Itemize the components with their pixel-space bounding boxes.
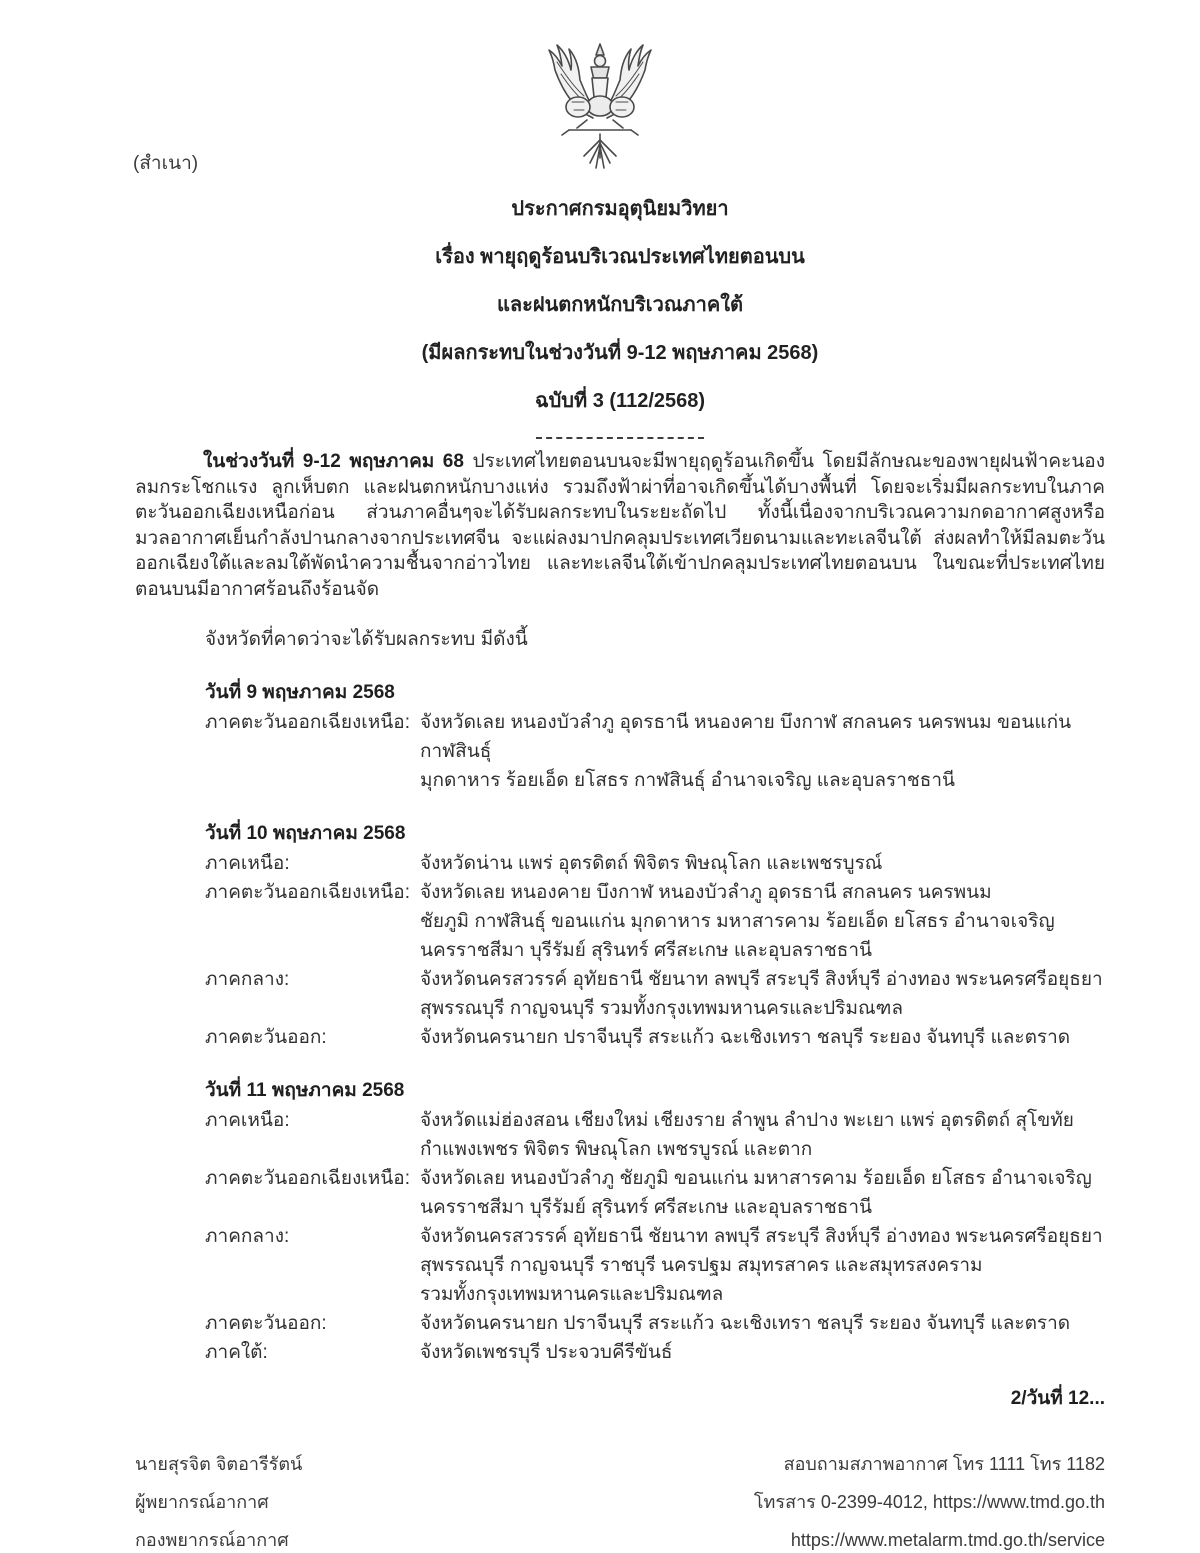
province-list [420,878,1105,965]
region-label: ภาคเหนือ: [205,853,290,874]
region-row [205,1338,1105,1367]
contact-fax-website-line: โทรสาร 0-2399-4012, https://www.tmd.go.th [753,1492,1105,1512]
contact-phone-line: สอบถามสภาพอากาศ โทร 1111 โทร 1182 [783,1454,1105,1474]
province-line: จังหวัดเลย หนองคาย บึงกาฬ หนองบัวลำภู อุดรธานี สกลนคร นครพนม [420,882,992,903]
region-row [205,849,1105,878]
date-sections [135,678,1105,1367]
province-line: จังหวัดเลย หนองบัวลำภู ชัยภูมิ ขอนแก่น มหาสารคาม ร้อยเอ็ด ยโสธร อำนาจเจริญ [420,1168,1092,1189]
emblem-container [0,40,1200,193]
page-continuation-marker: 2/วันที่ 12... [1010,1388,1105,1409]
lead-paragraph-text: ประเทศไทยตอนบนจะมีพายุฤดูร้อนเกิดขึ้น โดยมีลักษณะของพายุฝนฟ้าคะนอง ลมกระโชกแรง ลูกเห็บตก และฝนตกหนักบางแห่ง รวมถึงฟ้าผ่าที่อาจเกิดขึ้นได้บางพื้นที่ โดยจะเริ่มมีผลกระทบในภาคตะวันออกเฉียงเหนือก่อน ส่วนภาคอื่นๆจะได้รับผลกระทบในระยะถัดไป ทั้งนี้เนื่องจากบริเวณความกดอากาศสูงหรือมวลอากาศเย็นกำลังปานกลางจากประเทศจีน จะแผ่ลงมาปกคลุมประเทศเวียดนามและทะเลจีนใต้ ส่งผลทำให้มีลมตะวันออกเฉียงใต้และลมใต้พัดนำความชื้นจากอ่าวไทย และทะเลจีนใต้เข้าปกคลุมประเทศไทยตอนบน ในขณะที่ประเทศไทยตอนบนมีอากาศร้อนถึงร้อนจัด [135,451,1105,600]
region-label: ภาคตะวันออกเฉียงเหนือ: [205,1168,410,1189]
province-line: สุพรรณบุรี กาญจนบุรี ราชบุรี นครปฐม สมุทรสาคร และสมุทรสงคราม [420,1255,983,1276]
separator-line [536,437,704,439]
date-heading: วันที่ 11 พฤษภาคม 2568 [205,1080,405,1101]
region-label: ภาคตะวันออกเฉียงเหนือ: [205,882,410,903]
province-list [420,849,1105,878]
forecaster-name: นายสุรจิต จิตอารีรัตน์ [135,1454,303,1474]
page-title: ประกาศกรมอุตุนิยมวิทยา [511,198,729,220]
date-heading: วันที่ 10 พฤษภาคม 2568 [205,823,406,844]
province-list [420,1164,1105,1222]
province-line: สุพรรณบุรี กาญจนบุรี รวมทั้งกรุงเทพมหานครและปริมณฑล [420,998,904,1019]
province-line: กำแพงเพชร พิจิตร พิษณุโลก เพชรบูรณ์ และตาก [420,1139,813,1160]
footer-signature-block [135,1445,302,1553]
province-line: จังหวัดแม่ฮ่องสอน เชียงใหม่ เชียงราย ลำพูน ลำปาง พะเยา แพร่ อุตรดิตถ์ สุโขทัย [420,1110,1074,1131]
province-line: จังหวัดน่าน แพร่ อุตรดิตถ์ พิจิตร พิษณุโลก และเพชรบูรณ์ [420,853,883,874]
province-list [420,1023,1105,1052]
lead-paragraph [135,449,1105,602]
region-label: ภาคใต้: [205,1342,268,1363]
province-line: จังหวัดเลย หนองบัวลำภู อุดรธานี หนองคาย บึงกาฬ สกลนคร นครพนม ขอนแก่น กาฬสินธุ์ [420,712,1072,762]
date-section [205,819,1105,1052]
province-line: มุกดาหาร ร้อยเอ็ด ยโสธร กาฬสินธุ์ อำนาจเจริญ และอุบลราชธานี [420,770,956,791]
garuda-emblem-icon [541,40,659,188]
forecaster-title: ผู้พยากรณ์อากาศ [135,1492,269,1512]
region-label: ภาคเหนือ: [205,1110,290,1131]
province-line: ชัยภูมิ กาฬสินธุ์ ขอนแก่น มุกดาหาร มหาสารคาม ร้อยเอ็ด ยโสธร อำนาจเจริญ [420,911,1055,932]
region-row [205,965,1105,1023]
province-list [420,1222,1105,1309]
province-line: จังหวัดเพชรบุรี ประจวบคีรีขันธ์ [420,1342,673,1363]
province-line: รวมทั้งกรุงเทพมหานครและปริมณฑล [420,1284,724,1305]
document-content [135,185,1105,1553]
region-row [205,708,1105,795]
date-section [205,678,1105,795]
impact-intro: จังหวัดที่คาดว่าจะได้รับผลกระทบ มีดังนี้ [205,629,528,650]
province-list [420,1309,1105,1338]
document-footer [135,1445,1105,1553]
contact-service-url: https://www.metalarm.tmd.go.th/service [790,1530,1105,1550]
province-list [420,708,1105,795]
issue-number: ฉบับที่ 3 (112/2568) [534,390,706,412]
date-heading: วันที่ 9 พฤษภาคม 2568 [205,682,395,703]
province-line: จังหวัดนครสวรรค์ อุทัยธานี ชัยนาท ลพบุรี สระบุรี สิงห์บุรี อ่างทอง พระนครศรีอยุธยา [420,969,1103,990]
region-label: ภาคกลาง: [205,1226,290,1247]
province-list [420,1338,1105,1367]
region-label: ภาคตะวันออกเฉียงเหนือ: [205,712,410,733]
province-line: จังหวัดนครนายก ปราจีนบุรี สระแก้ว ฉะเชิงเทรา ชลบุรี ระยอง จันทบุรี และตราด [420,1027,1071,1048]
province-line: นครราชสีมา บุรีรัมย์ สุรินทร์ ศรีสะเกษ และอุบลราชธานี [420,940,873,961]
region-row [205,1309,1105,1338]
subject-line-1: เรื่อง พายุฤดูร้อนบริเวณประเทศไทยตอนบน [435,246,805,268]
province-line: นครราชสีมา บุรีรัมย์ สุรินทร์ ศรีสะเกษ และอุบลราชธานี [420,1197,873,1218]
lead-paragraph-bold: ในช่วงวันที่ 9-12 พฤษภาคม 68 [203,451,464,472]
region-row [205,1106,1105,1164]
region-row [205,878,1105,965]
province-line: จังหวัดนครนายก ปราจีนบุรี สระแก้ว ฉะเชิงเทรา ชลบุรี ระยอง จันทบุรี และตราด [420,1313,1071,1334]
region-label: ภาคกลาง: [205,969,290,990]
forecaster-division: กองพยากรณ์อากาศ [135,1530,289,1550]
document-header [135,185,1105,425]
province-line: จังหวัดนครสวรรค์ อุทัยธานี ชัยนาท ลพบุรี สระบุรี สิงห์บุรี อ่างทอง พระนครศรีอยุธยา [420,1226,1103,1247]
region-label: ภาคตะวันออก: [205,1027,327,1048]
province-list [420,1106,1105,1164]
effective-period: (มีผลกระทบในช่วงวันที่ 9-12 พฤษภาคม 2568) [421,342,819,364]
subject-line-2: และฝนตกหนักบริเวณภาคใต้ [497,294,743,316]
region-label: ภาคตะวันออก: [205,1313,327,1334]
copy-label: (สำเนา) [133,153,199,174]
region-row [205,1222,1105,1309]
footer-contact-block [754,1445,1105,1553]
date-section [205,1076,1105,1367]
province-list [420,965,1105,1023]
region-row [205,1023,1105,1052]
region-row [205,1164,1105,1222]
